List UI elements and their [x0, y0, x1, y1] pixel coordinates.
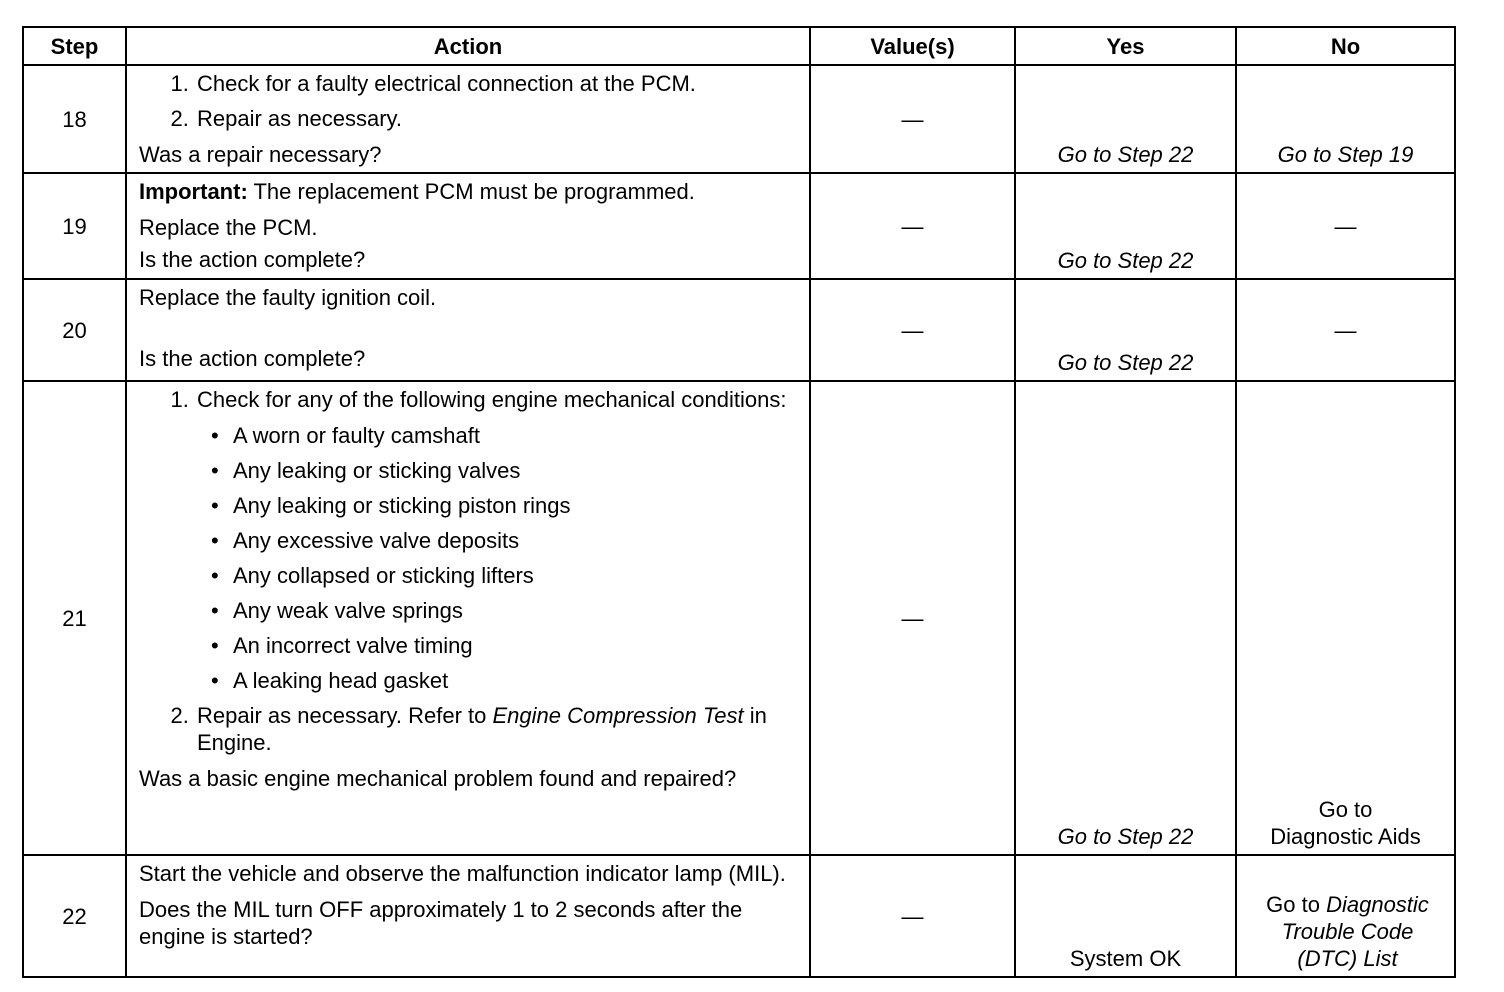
yes-link[interactable]: Go to Step 22: [1015, 279, 1236, 381]
action-step: 2. Repair as necessary.: [195, 105, 801, 132]
reference-link[interactable]: Engine Compression Test: [492, 703, 744, 728]
header-no: No: [1236, 27, 1455, 65]
step-text: Repair as necessary. Refer to: [197, 703, 493, 728]
no-cell: [1236, 855, 1455, 977]
header-row: [23, 27, 1455, 65]
step-number: 20: [23, 279, 126, 381]
action-step: [195, 386, 801, 694]
important-label: Important:: [139, 179, 248, 204]
yes-link[interactable]: Go to Step 22: [1015, 65, 1236, 173]
step-number: 18: [23, 65, 126, 173]
table-row-step-18: [23, 65, 1455, 173]
important-text: The replacement PCM must be programmed.: [253, 179, 695, 204]
action-question: Is the action complete?: [139, 247, 366, 272]
value-cell: —: [810, 173, 1015, 279]
action-cell: [126, 381, 810, 855]
table-row-step-20: [23, 279, 1455, 381]
action-cell: [126, 279, 810, 381]
no-link[interactable]: Go to Step 19: [1236, 65, 1455, 173]
action-instruction: Replace the faulty ignition coil.: [139, 285, 437, 310]
list-item: • Any collapsed or sticking lifters: [233, 562, 801, 589]
value-cell: —: [810, 65, 1015, 173]
action-cell: [126, 173, 810, 279]
value-cell: —: [810, 381, 1015, 855]
header-values: Value(s): [810, 27, 1015, 65]
step-number: 19: [23, 173, 126, 279]
table-row-step-21: [23, 381, 1455, 855]
action-step: [195, 702, 801, 756]
important-note: [139, 178, 801, 205]
action-cell: [126, 65, 810, 173]
action-instruction: Start the vehicle and observe the malfunction indicator lamp (MIL).: [139, 861, 786, 886]
diagnostic-table: [22, 26, 1456, 978]
list-item: • Any leaking or sticking piston rings: [233, 492, 801, 519]
value-cell: —: [810, 855, 1015, 977]
list-item: • A leaking head gasket: [233, 667, 801, 694]
condition-list: [197, 422, 801, 694]
action-step: 1. Check for a faulty electrical connection at the PCM.: [195, 70, 801, 97]
no-cell: —: [1236, 173, 1455, 279]
yes-link[interactable]: Go to Step 22: [1015, 173, 1236, 279]
no-text: Go to: [1266, 892, 1327, 917]
no-link[interactable]: Go to Diagnostic Aids: [1236, 381, 1455, 855]
action-question: Does the MIL turn OFF approximately 1 to 2 seconds after the engine is started?: [139, 897, 743, 949]
header-step: Step: [23, 27, 126, 65]
table-row-step-22: [23, 855, 1455, 977]
list-item: • An incorrect valve timing: [233, 632, 801, 659]
list-item: • A worn or faulty camshaft: [233, 422, 801, 449]
list-item: • Any leaking or sticking valves: [233, 457, 801, 484]
value-cell: —: [810, 279, 1015, 381]
action-instruction: Replace the PCM.: [139, 215, 318, 240]
header-yes: Yes: [1015, 27, 1236, 65]
step-number: 22: [23, 855, 126, 977]
numbered-steps: [139, 70, 801, 132]
action-question: Was a basic engine mechanical problem found and repaired?: [139, 766, 737, 791]
action-step-text: Check for any of the following engine mechanical conditions:: [197, 387, 787, 412]
action-question: Is the action complete?: [139, 346, 366, 371]
no-cell: —: [1236, 279, 1455, 381]
action-question: Was a repair necessary?: [139, 142, 382, 167]
action-cell: [126, 855, 810, 977]
list-item: • Any excessive valve deposits: [233, 527, 801, 554]
step-text: in Engine.: [197, 703, 767, 755]
list-item: • Any weak valve springs: [233, 597, 801, 624]
numbered-steps: [139, 386, 801, 756]
dtc-list-link[interactable]: Diagnostic Trouble Code (DTC) List: [1281, 892, 1429, 971]
yes-link[interactable]: Go to Step 22: [1015, 381, 1236, 855]
header-action: Action: [126, 27, 810, 65]
table-row-step-19: [23, 173, 1455, 279]
step-number: 21: [23, 381, 126, 855]
yes-result: System OK: [1015, 855, 1236, 977]
